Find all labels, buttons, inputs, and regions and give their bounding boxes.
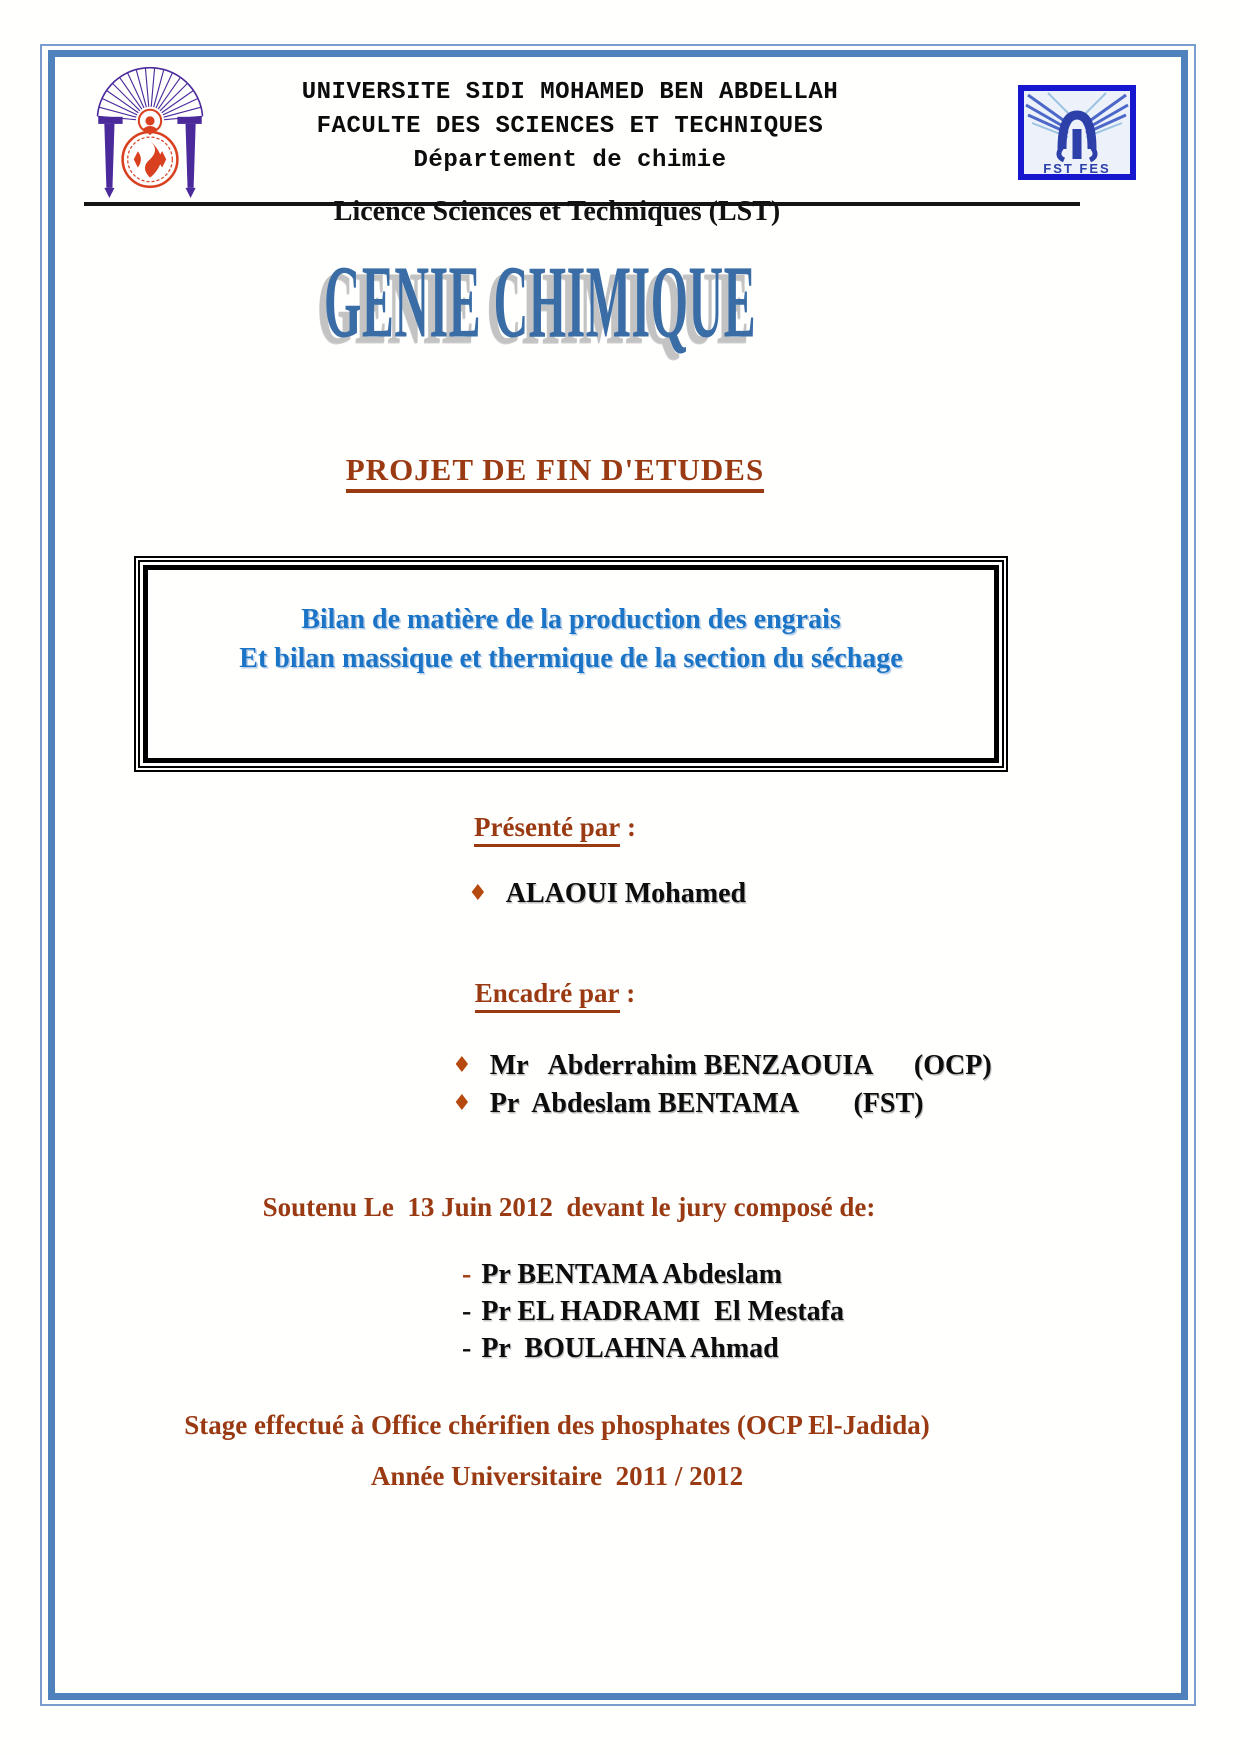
university-name: UNIVERSITE SIDI MOHAMED BEN ABDELLAH bbox=[301, 79, 839, 106]
diamond-bullet-icon: ♦ bbox=[452, 1091, 472, 1116]
diamond-bullet-icon: ♦ bbox=[452, 1053, 472, 1078]
author-row bbox=[468, 878, 746, 910]
supervisor-name: Mr Abderrahim BENZAOUIA (OCP) bbox=[489, 1050, 992, 1081]
supervisor-name: Pr Abdeslam BENTAMA (FST) bbox=[489, 1088, 924, 1119]
faculty-name: FACULTE DES SCIENCES ET TECHNIQUES bbox=[316, 113, 824, 140]
academic-year-line: Année Universitaire 2011 / 2012 bbox=[370, 1461, 744, 1491]
supervised-by-label: Encadré par : bbox=[55, 978, 1055, 1013]
supervisor-row bbox=[452, 1088, 924, 1120]
jury-member-row: - Pr EL HADRAMI El Mestafa bbox=[462, 1293, 844, 1330]
thesis-title-line1: Bilan de matière de la production des engrais bbox=[301, 604, 841, 635]
fst-fes-logo-caption: FST FES bbox=[1043, 161, 1111, 176]
thesis-title-box bbox=[134, 556, 1008, 772]
jury-member-name: Pr BOULAHNA Ahmad bbox=[481, 1333, 779, 1364]
department-name: Département de chimie bbox=[413, 147, 727, 174]
diamond-bullet-icon: ♦ bbox=[468, 881, 488, 906]
internship-line: Stage effectué à Office chérifien des phosphates (OCP El-Jadida) bbox=[184, 1410, 930, 1440]
specialty-title-wordart: GENIE CHIMIQUE bbox=[323, 243, 757, 360]
university-emblem-logo bbox=[90, 60, 210, 200]
doc-heading-text: PROJET DE FIN D'ETUDES bbox=[346, 452, 764, 493]
jury-member-name: Pr EL HADRAMI El Mestafa bbox=[481, 1296, 845, 1327]
program-line: Licence Sciences et Techniques (LST) bbox=[333, 196, 781, 227]
jury-list bbox=[462, 1256, 844, 1367]
thesis-title-line2: Et bilan massique et thermique de la section du séchage bbox=[239, 643, 903, 674]
jury-member-row: - Pr BENTAMA Abdeslam bbox=[462, 1256, 844, 1293]
supervisor-row bbox=[452, 1050, 992, 1082]
emblem-seal bbox=[123, 110, 178, 187]
header-text-block bbox=[240, 76, 900, 178]
defense-line: Soutenu Le 13 Juin 2012 devant le jury composé de: bbox=[262, 1192, 876, 1222]
author-name: ALAOUI Mohamed bbox=[505, 878, 747, 909]
doc-heading bbox=[55, 452, 1055, 493]
presented-by-label: Présenté par : bbox=[55, 812, 1055, 847]
jury-member-row: - Pr BOULAHNA Ahmad bbox=[462, 1330, 844, 1367]
jury-member-name: Pr BENTAMA Abdeslam bbox=[481, 1259, 783, 1290]
fst-fes-logo bbox=[1018, 85, 1136, 180]
specialty-title-wrap bbox=[0, 243, 1080, 360]
